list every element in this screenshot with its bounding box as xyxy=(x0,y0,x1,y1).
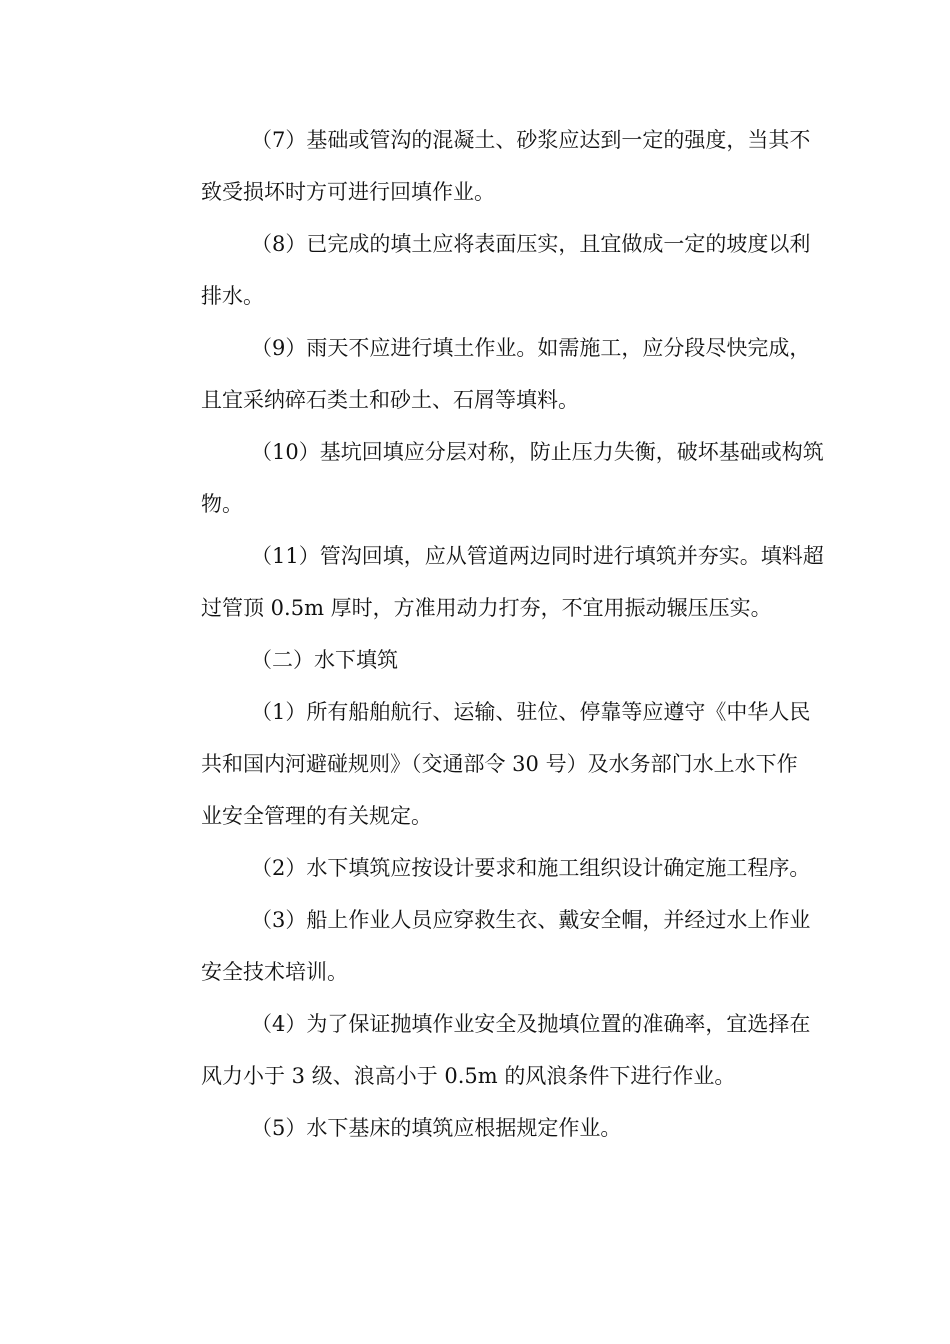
section-heading-underwater-filling xyxy=(151,634,801,686)
paragraph-line: （10）基坑回填应分层对称，防止压力失衡，破坏基础或构筑 xyxy=(251,440,824,464)
paragraph-9 xyxy=(151,322,811,426)
paragraph-u2 xyxy=(151,842,811,894)
paragraph-10 xyxy=(151,426,824,530)
paragraph-line: （1）所有船舶航行、运输、驻位、停靠等应遵守《中华人民 xyxy=(251,700,811,724)
paragraph-line: （9）雨天不应进行填土作业。如需施工，应分段尽快完成， xyxy=(251,336,811,360)
paragraph-line: （3）船上作业人员应穿救生衣、戴安全帽，并经过水上作业 xyxy=(251,908,811,932)
paragraph-line: 致受损坏时方可进行回填作业。 xyxy=(201,180,495,204)
paragraph-line: 共和国内河避碰规则》（交通部令 30 号）及水务部门水上水下作 xyxy=(201,752,798,776)
section-heading: （二）水下填筑 xyxy=(251,648,398,672)
paragraph-u3 xyxy=(151,894,811,998)
paragraph-u4 xyxy=(151,998,811,1102)
paragraph-line: 安全技术培训。 xyxy=(201,960,348,984)
paragraph-line: （5）水下基床的填筑应根据规定作业。 xyxy=(251,1116,622,1140)
paragraph-line: 物。 xyxy=(201,492,243,516)
paragraph-u5 xyxy=(151,1102,801,1154)
paragraph-line: （2）水下填筑应按设计要求和施工组织设计确定施工程序。 xyxy=(251,856,811,880)
paragraph-line: 风力小于 3 级、浪高小于 0.5m 的风浪条件下进行作业。 xyxy=(201,1064,736,1088)
paragraph-line: 且宜采纳碎石类土和砂土、石屑等填料。 xyxy=(201,388,579,412)
paragraph-7 xyxy=(151,114,811,218)
document-body xyxy=(151,114,824,1154)
paragraph-line: 过管顶 0.5m 厚时，方准用动力打夯，不宜用振动辗压压实。 xyxy=(201,596,772,620)
paragraph-line: （7）基础或管沟的混凝土、砂浆应达到一定的强度，当其不 xyxy=(251,128,811,152)
paragraph-line: 业安全管理的有关规定。 xyxy=(201,804,432,828)
paragraph-line: （4）为了保证抛填作业安全及抛填位置的准确率，宜选择在 xyxy=(251,1012,811,1036)
paragraph-11 xyxy=(151,530,824,634)
paragraph-u1 xyxy=(151,686,811,842)
paragraph-8 xyxy=(151,218,811,322)
paragraph-line: 排水。 xyxy=(201,284,264,308)
paragraph-line: （11）管沟回填，应从管道两边同时进行填筑并夯实。填料超 xyxy=(251,544,824,568)
paragraph-line: （8）已完成的填土应将表面压实，且宜做成一定的坡度以利 xyxy=(251,232,811,256)
